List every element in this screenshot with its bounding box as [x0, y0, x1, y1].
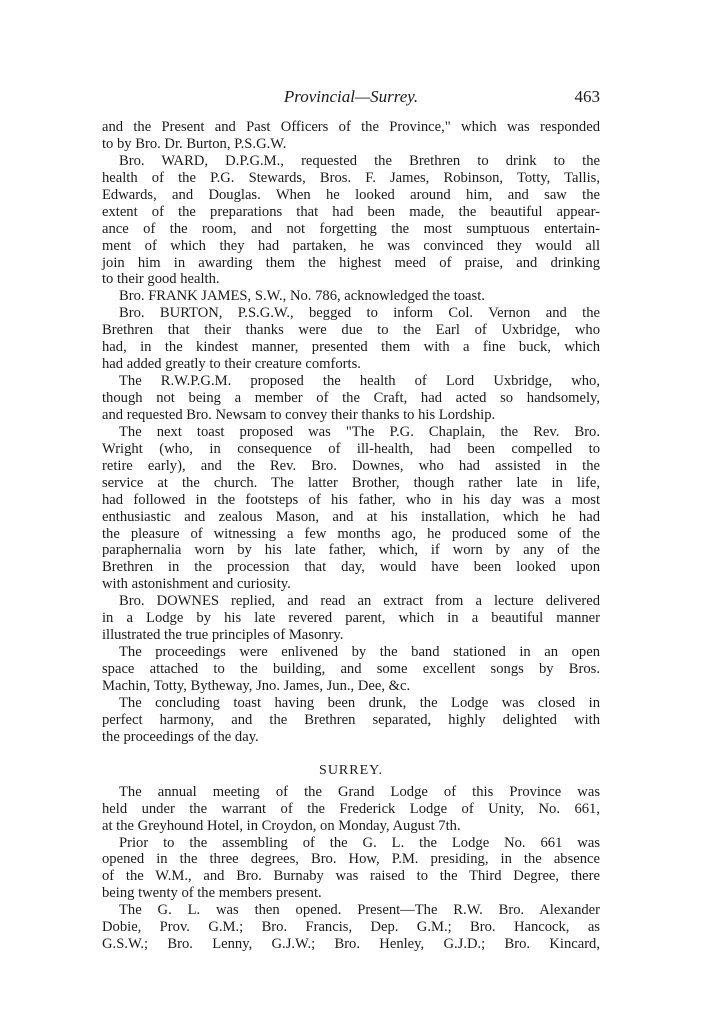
section-heading: SURREY.: [319, 762, 383, 778]
text-line: opened in the three degrees, Bro. How, P.M. presiding, in the absence: [102, 851, 600, 868]
text-line: G.S.W.; Bro. Lenny, G.J.W.; Bro. Henley, G.J.D.; Bro. Kincard,: [102, 936, 600, 953]
text-line: had added greatly to their creature comforts.: [102, 356, 361, 373]
text-line: perfect harmony, and the Brethren separated, highly delighted with: [102, 711, 600, 728]
text-line: The R.W.P.G.M. proposed the health of Lord Uxbridge, who,: [119, 373, 600, 390]
text-line: ment of which they had partaken, he was convinced they would all: [102, 237, 600, 254]
text-line: Bro. FRANK JAMES, S.W., No. 786, acknowledged the toast.: [119, 288, 485, 305]
text-line: The next toast proposed was "The P.G. Chaplain, the Rev. Bro.: [119, 423, 600, 440]
text-line: Prior to the assembling of the G. L. the Lodge No. 661 was: [119, 834, 600, 851]
running-head: [102, 87, 600, 109]
text-line: with astonishment and curiosity.: [102, 576, 291, 593]
text-line: and the Present and Past Officers of the Province," which was responded: [102, 119, 600, 135]
text-line: and requested Bro. Newsam to convey their thanks to his Lordship.: [102, 406, 496, 423]
text-line: The G. L. was then opened. Present—The R.W. Bro. Alexander: [119, 902, 600, 919]
text-line: service at the church. The latter Brother, though rather late in life,: [102, 474, 600, 491]
text-line: space attached to the building, and some excellent songs by Bros.: [102, 661, 600, 677]
text-line: to by Bro. Dr. Burton, P.S.G.W.: [102, 135, 287, 152]
text-line: Brethren in the procession that day, would have been looked upon: [102, 559, 600, 576]
text-line: being twenty of the members present.: [102, 885, 322, 902]
text-line: Machin, Totty, Bytheway, Jno. James, Jun., Dee, &c.: [102, 677, 411, 694]
text-line: ance of the room, and not forgetting the most sumptuous entertain-: [102, 220, 600, 237]
running-title: Provincial—Surrey.: [283, 87, 419, 106]
text-line: had followed in the footsteps of his father, who in his day was a most: [102, 491, 600, 508]
text-line: extent of the preparations that had been made, the beautiful appear-: [102, 203, 600, 220]
text-line: had, in the kindest manner, presented them with a fine buck, which: [102, 339, 600, 356]
text-line: at the Greyhound Hotel, in Croydon, on Monday, August 7th.: [102, 817, 461, 834]
text-line: retire early), and the Rev. Bro. Downes, who had assisted in the: [102, 457, 600, 474]
text-line: though not being a member of the Craft, had acted so handsomely,: [102, 390, 600, 406]
page-number: 463: [574, 87, 600, 106]
text-line: Brethren that their thanks were due to the Earl of Uxbridge, who: [102, 322, 600, 339]
text-line: The annual meeting of the Grand Lodge of this Province was: [119, 783, 600, 800]
text-line: the proceedings of the day.: [102, 728, 259, 745]
text-line: Bro. WARD, D.P.G.M., requested the Brethren to drink to the: [119, 152, 600, 169]
text-line: Bro. BURTON, P.S.G.W., begged to inform Col. Vernon and the: [119, 305, 600, 322]
text-line: The concluding toast having been drunk, the Lodge was closed in: [119, 694, 600, 711]
text-line: Edwards, and Douglas. When he looked around him, and saw the: [102, 186, 600, 203]
text-line: the pleasure of witnessing a few months ago, he produced some of the: [102, 525, 600, 542]
text-line: of the W.M., and Bro. Burnaby was raised to the Third Degree, there: [102, 868, 600, 885]
text-line: illustrated the true principles of Masonry.: [102, 627, 344, 644]
text-line: Dobie, Prov. G.M.; Bro. Francis, Dep. G.M.; Bro. Hancock, as: [102, 919, 600, 936]
text-line: Wright (who, in consequence of ill-health, had been compelled to: [102, 440, 600, 457]
text-line: to their good health.: [102, 271, 220, 288]
text-line: enthusiastic and zealous Mason, and at his installation, which he had: [102, 508, 600, 525]
text-line: in a Lodge by his late revered parent, which in a beautiful manner: [102, 610, 600, 627]
text-line: join him in awarding them the highest meed of praise, and drinking: [102, 254, 600, 271]
text-line: held under the warrant of the Frederick Lodge of Unity, No. 661,: [102, 800, 600, 817]
body-text: [102, 119, 600, 953]
text-line: The proceedings were enlivened by the band stationed in an open: [119, 644, 600, 661]
text-line: Bro. DOWNES replied, and read an extract from a lecture delivered: [119, 593, 600, 610]
text-line: health of the P.G. Stewards, Bros. F. James, Robinson, Totty, Tallis,: [102, 169, 600, 186]
text-line: paraphernalia worn by his late father, which, if worn by any of the: [102, 542, 600, 559]
